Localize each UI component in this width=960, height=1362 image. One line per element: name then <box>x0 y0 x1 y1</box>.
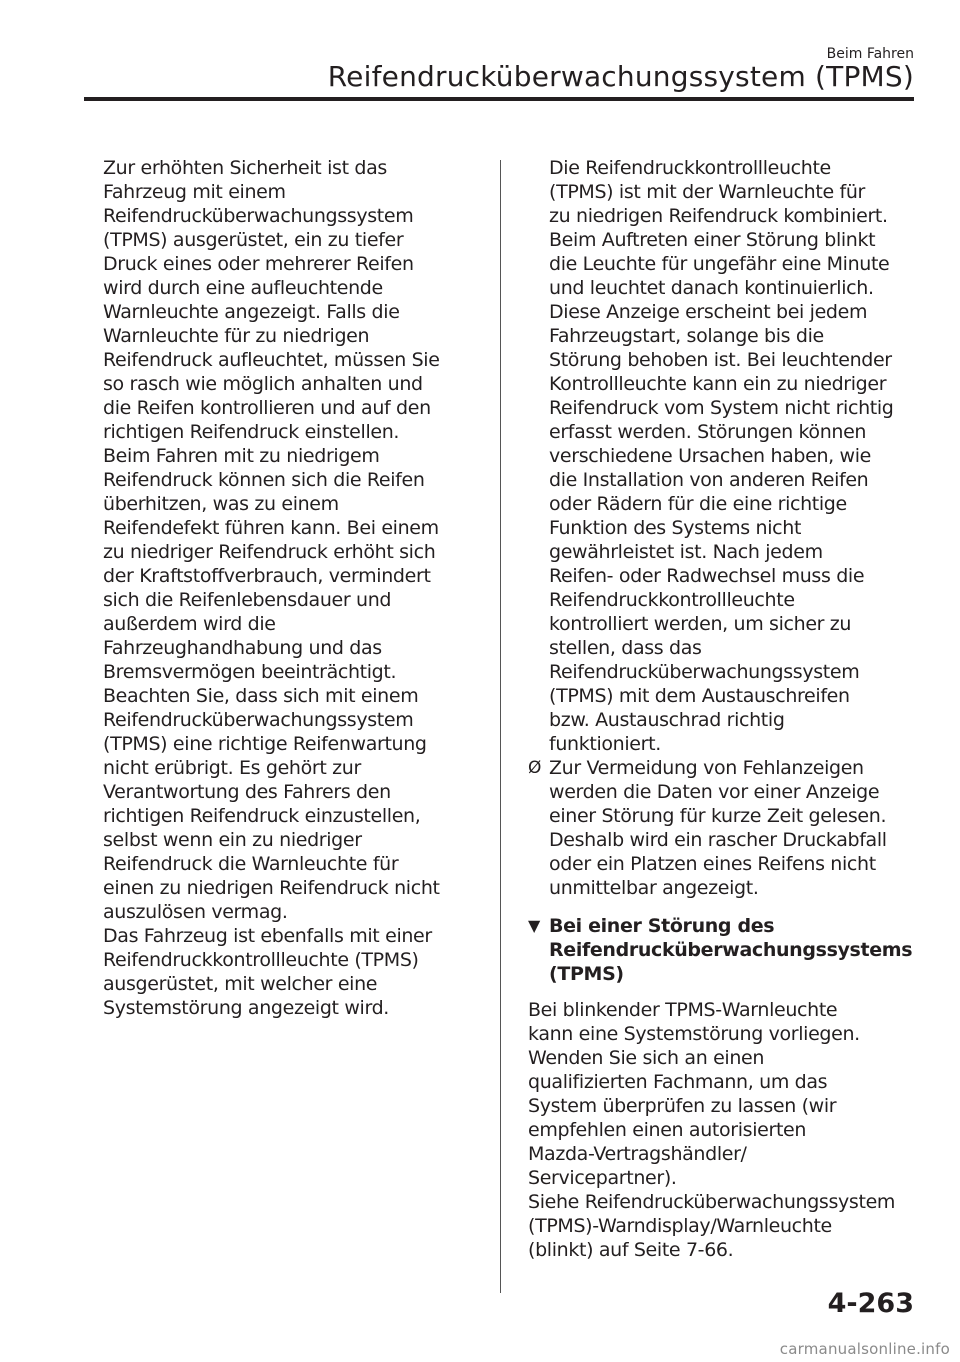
note-bullet <box>528 756 918 900</box>
left-paragraph-1: Zur erhöhten Sicherheit ist das Fahrzeug mit einem Reifendrucküberwachungssystem (TPMS) ausgerüstet, ein zu tiefer Druck eines oder mehrerer Reifen wird durch eine aufleuchtende Warnleuchte angezeigt. Falls die Warnleuchte für zu niedrigen Reifendruck aufleuchtet, müssen Sie so rasch wie möglich anhalten und die Reifen kontrollieren und auf den richtigen Reifendruck einstellen. Beim Fahren mit zu niedrigem Reifendruck können sich die Reifen überhitzen, was zu einem Reifendefekt führen kann. Bei einem zu niedriger Reifendruck erhöht sich der Kraftstoffverbrauch, vermindert sich die Reifenlebensdauer und außerdem wird die Fahrzeughandhabung und das Bremsvermögen beeinträchtigt. Beachten Sie, dass sich mit einem Reifendrucküberwachungssystem (TPMS) eine richtige Reifenwartung nicht erübrigt. Es gehört zur Verantwortung des Fahrers den richtigen Reifendruck einzustellen, selbst wenn ein zu niedriger Reifendruck die Warnleuchte für einen zu niedrigen Reifendruck nicht auszulösen vermag. <box>103 157 440 923</box>
left-paragraph-2: Das Fahrzeug ist ebenfalls mit einer Reifendruckkontrollleuchte (TPMS) ausgerüstet, mit welcher eine Systemstörung angezeigt wird. <box>103 925 432 1019</box>
right-paragraph-2: Bei blinkender TPMS‑Warnleuchte kann eine Systemstörung vorliegen. Wenden Sie sich an einen qualifizierten Fachmann, um das System überprüfen zu lassen (wir empfehlen einen autorisierten Mazda-Vertragshändler/ Servicepartner). <box>528 999 860 1189</box>
column-divider <box>500 160 501 1293</box>
arrow-bullet-icon: Ø <box>528 758 542 778</box>
right-paragraph-1: Die Reifendruckkontrollleuchte (TPMS) ist mit der Warnleuchte für zu niedrigen Reifendruck kombiniert. Beim Auftreten einer Störung blinkt die Leuchte für ungefähr eine Minute und leuchtet danach kontinuierlich. Diese Anzeige erscheint bei jedem Fahrzeugstart, solange bis die Störung behoben ist. Bei leuchtender Kontrollleuchte kann ein zu niedriger Reifendruck vom System nicht richtig erfasst werden. Störungen können verschiedene Ursachen haben, wie die Installation von anderen Reifen oder Rädern für die eine richtige Funktion des Systems nicht gewährleistet ist. Nach jedem Reifen- oder Radwechsel muss die Reifendruckkontrollleuchte kontrolliert werden, um sicher zu stellen, dass das Reifendrucküberwachungssystem (TPMS) mit dem Austauschreifen bzw. Austauschrad richtig funktioniert. <box>549 157 894 755</box>
note-bullet-text: Zur Vermeidung von Fehlanzeigen werden die Daten vor einer Anzeige einer Störung für kurze Zeit gelesen. Deshalb wird ein rascher Druckabfall oder ein Platzen eines Reifens nicht unmittelbar angezeigt. <box>549 757 887 899</box>
header-section: Beim Fahren <box>826 46 914 62</box>
header-rule <box>84 97 914 101</box>
triangle-down-icon: ▼ <box>528 916 540 935</box>
left-column <box>103 156 483 1020</box>
right-column <box>528 156 918 1262</box>
page-title: Reifendrucküberwachungssystem (TPMS) <box>327 60 914 93</box>
section-subheading <box>528 914 918 986</box>
page-number: 4-263 <box>827 1288 914 1319</box>
watermark: carmanualsonline.info <box>779 1340 950 1358</box>
right-paragraph-3: Siehe Reifendrucküberwachungssystem (TPMS)-Warndisplay/Warnleuchte (blinkt) auf Seite 7-66. <box>528 1191 896 1261</box>
subheading-text: Bei einer Störung des Reifendrucküberwachungssystems (TPMS) <box>549 915 913 985</box>
